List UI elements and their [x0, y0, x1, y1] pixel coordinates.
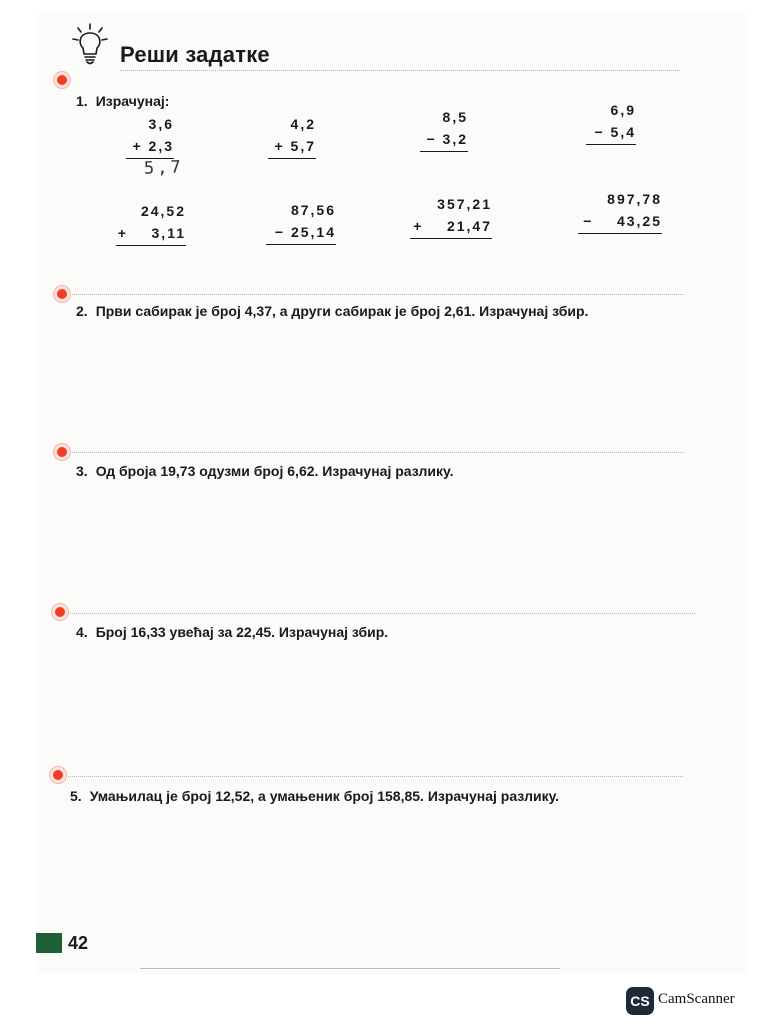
- handwritten-answer: 5,7: [143, 157, 185, 179]
- difference-rule: [578, 233, 662, 234]
- task-number: 4.: [76, 624, 88, 640]
- task-text: Израчунај:: [95, 93, 170, 109]
- task-bullet: [52, 604, 68, 620]
- page-edge: [140, 968, 560, 969]
- task-bullet: [54, 72, 70, 88]
- problem-5: [116, 200, 186, 246]
- task-number: 1.: [76, 93, 88, 109]
- divider: [70, 613, 695, 614]
- operand-top: 4,2: [290, 116, 316, 132]
- task-bullet: [50, 767, 66, 783]
- camscanner-logo: CS: [626, 987, 654, 1015]
- sum-rule: [268, 158, 316, 159]
- operand-top: 24,52: [140, 203, 186, 219]
- task-text: Умањилац је број 12,52, а умањеник број 158,85. Израчунај разлику.: [89, 788, 560, 804]
- problem-6: [266, 199, 336, 245]
- problem-3: [420, 106, 468, 152]
- task-5: [70, 788, 559, 804]
- divider: [68, 776, 683, 777]
- sum-rule: [410, 238, 492, 239]
- operand-bottom: − 3,2: [426, 131, 468, 147]
- task-number: 3.: [76, 463, 88, 479]
- operand-top: 3,6: [148, 116, 174, 132]
- task-1: [76, 93, 169, 109]
- difference-rule: [586, 144, 636, 145]
- difference-rule: [266, 244, 336, 245]
- operand-top: 6,9: [610, 102, 636, 118]
- problem-8: [578, 188, 662, 234]
- operand-bottom: + 21,47: [413, 218, 492, 234]
- divider: [120, 70, 680, 71]
- operand-top: 357,21: [437, 196, 492, 212]
- task-4: [76, 624, 388, 640]
- problem-7: [410, 193, 492, 239]
- operand-bottom: + 2,3: [132, 138, 174, 154]
- task-text: Од броја 19,73 одузми број 6,62. Израчунај разлику.: [95, 463, 454, 479]
- task-bullet: [54, 286, 70, 302]
- divider: [70, 452, 685, 453]
- task-bullet: [54, 444, 70, 460]
- operand-bottom: − 5,4: [594, 124, 636, 140]
- task-text: Први сабирак је број 4,37, а други сабирак је број 2,61. Израчунај збир.: [95, 303, 589, 319]
- problem-1: [126, 113, 174, 159]
- lightbulb-icon: [70, 22, 110, 66]
- divider: [70, 294, 685, 295]
- operand-top: 87,56: [290, 202, 336, 218]
- operand-top: 8,5: [442, 109, 468, 125]
- operand-top: 897,78: [607, 191, 662, 207]
- task-2: [76, 303, 588, 319]
- task-number: 5.: [70, 788, 82, 804]
- task-text: Број 16,33 увећај за 22,45. Израчунај збир.: [95, 624, 389, 640]
- camscanner-watermark: CamScanner: [658, 991, 735, 1007]
- sum-rule: [116, 245, 186, 246]
- page-title: Реши задатке: [120, 42, 270, 67]
- page-tab: [36, 933, 62, 953]
- page-number: 42: [68, 933, 89, 953]
- operand-bottom: − 43,25: [583, 213, 662, 229]
- operand-bottom: + 3,11: [117, 225, 186, 241]
- operand-bottom: + 5,7: [274, 138, 316, 154]
- operand-bottom: − 25,14: [274, 224, 336, 240]
- problem-4: [586, 99, 636, 145]
- task-3: [76, 463, 453, 479]
- difference-rule: [420, 151, 468, 152]
- problem-2: [268, 113, 316, 159]
- task-number: 2.: [76, 303, 88, 319]
